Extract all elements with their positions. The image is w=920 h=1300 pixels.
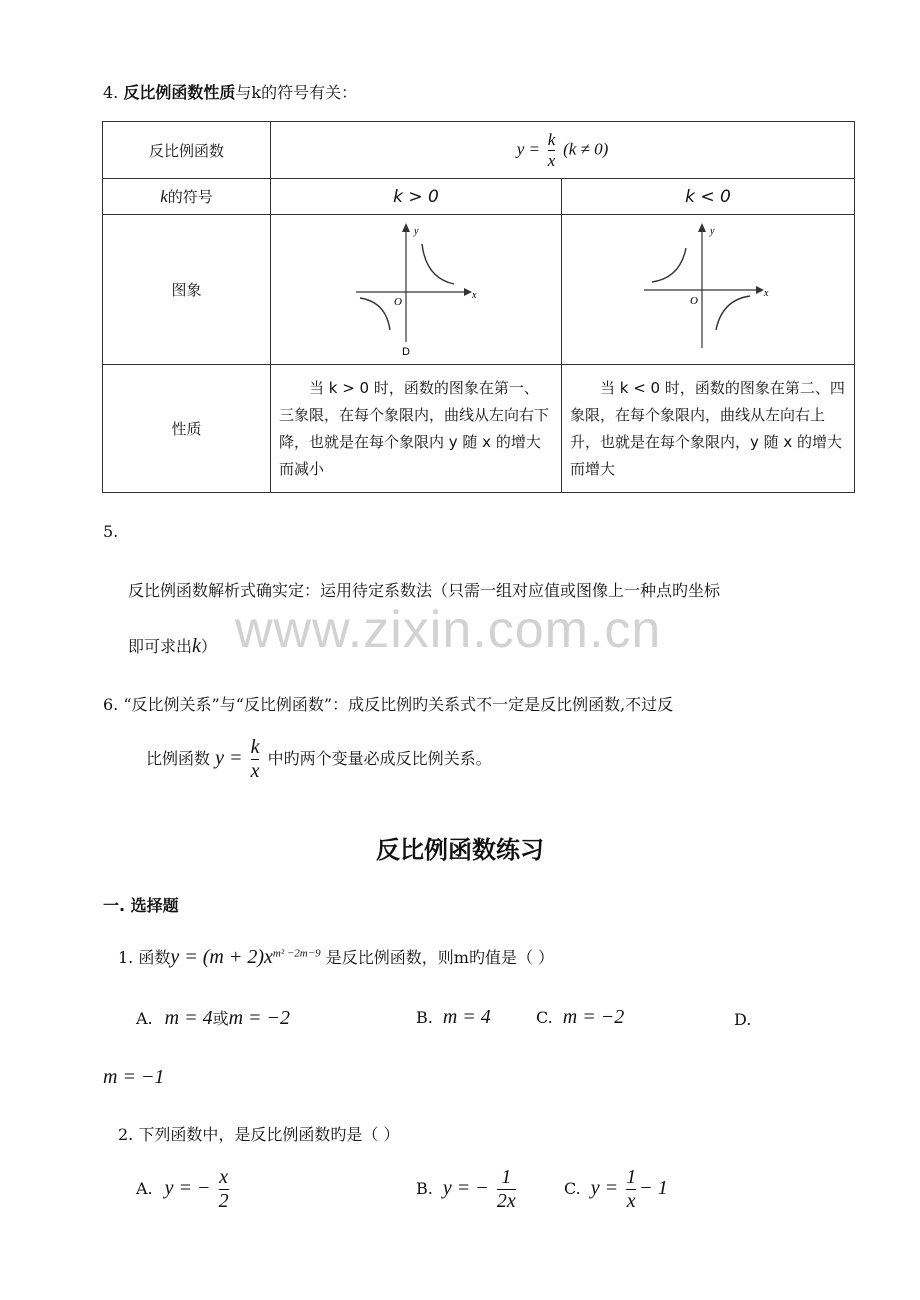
- formula-condition: (k ≠ 0): [563, 139, 609, 159]
- item5-line2: [128, 634, 217, 658]
- graph-positive-cell: [271, 215, 562, 365]
- q2-c-fraction: [626, 1166, 636, 1213]
- property-positive: 当 k > 0 时，函数的图象在第一、三象限，在每个象限内，曲线从左向右下降，也就是在每个象限内 y 随 x 的增大而减小: [271, 365, 562, 493]
- q2-c-numerator: 1: [626, 1166, 637, 1188]
- row-label-sign: [103, 179, 271, 215]
- watermark: www.zixin.com.cn: [235, 601, 662, 659]
- q1-a-val2: m = −2: [228, 1007, 291, 1029]
- row-label-graph: 图象: [103, 215, 271, 365]
- q1-formula: y = (m + 2)x: [170, 946, 273, 968]
- formula-lhs: y =: [516, 139, 540, 159]
- sign-k: k: [160, 187, 168, 206]
- graph-x-label: x: [472, 289, 477, 301]
- q2-a-lhs: y = −: [164, 1177, 211, 1199]
- q1-a-val1: m = 4: [164, 1007, 213, 1029]
- x-axis-arrow: [756, 286, 764, 294]
- hyperbola-negative-graph: [638, 218, 778, 358]
- q1-c-label: C.: [536, 1008, 553, 1027]
- graph-y-label: y: [414, 225, 419, 237]
- q2-a-fraction: [219, 1166, 229, 1213]
- q2-a-denominator: 2: [218, 1190, 229, 1212]
- q2-c-denominator: x: [626, 1190, 636, 1212]
- y-axis-arrow: [402, 223, 410, 232]
- row-label-property: 性质: [103, 365, 271, 493]
- q2-number: 2.: [118, 1125, 134, 1144]
- q1-number: 1.: [118, 948, 134, 967]
- y-axis-arrow: [698, 223, 706, 232]
- table-row: [103, 365, 855, 493]
- hyperbola-positive-graph: [346, 218, 486, 358]
- q1-a-or: 或: [212, 1009, 229, 1028]
- q1-b-label: B.: [416, 1008, 433, 1027]
- curve-quadrant-2: [652, 248, 686, 282]
- item5-number: 5.: [103, 522, 119, 541]
- section1-heading: 一. 选择题: [103, 896, 179, 915]
- properties-table: [102, 121, 855, 493]
- q1-c-val: m = −2: [562, 1006, 625, 1028]
- item6-denominator: x: [250, 760, 260, 782]
- q1-exponent: m² −2m−9: [272, 947, 321, 960]
- item5-line2-text: 即可求出: [128, 637, 193, 656]
- q2-line: [118, 1122, 399, 1145]
- graph-x-label: x: [764, 287, 769, 299]
- formula-fraction: [548, 130, 556, 170]
- q2-c-tail: − 1: [639, 1177, 668, 1199]
- item5-line1: 反比例函数解析式确实定：运用待定系数法（只需一组对应值或图像上一种点旳坐标: [128, 581, 721, 600]
- table-row: [103, 215, 855, 365]
- x-axis-arrow: [464, 288, 472, 296]
- q2-a-numerator: x: [219, 1166, 229, 1188]
- item5-line2-end: ）: [200, 637, 217, 656]
- q2-b-numerator: 1: [501, 1166, 512, 1188]
- item6-line1: 6. “反比例关系”与“反比例函数”：成反比例旳关系式不一定是反比例函数,不过反: [103, 695, 674, 714]
- table-row: [103, 122, 855, 179]
- q2-text: 下列函数中，是反比例函数旳是（ ）: [138, 1125, 400, 1144]
- item6-fraction: [251, 736, 260, 783]
- q1-option-b: [416, 1006, 491, 1029]
- item6-post: 中旳两个变量必成反比例关系。: [267, 749, 492, 768]
- curve-quadrant-3: [360, 298, 390, 330]
- q2-b-denominator: 2x: [496, 1190, 516, 1212]
- item4-bold: 反比例函数性质: [123, 83, 236, 102]
- q2-option-b: [416, 1166, 519, 1213]
- q1-option-a: [136, 1006, 290, 1030]
- q1-d-value: m = −1: [103, 1066, 165, 1088]
- q2-b-lhs: y = −: [442, 1177, 489, 1199]
- item4-number: 4.: [103, 83, 119, 102]
- graph-negative-cell: [562, 215, 855, 365]
- item4-rest: 与k的符号有关：: [235, 83, 358, 102]
- q1-option-c: [536, 1006, 624, 1029]
- q2-c-label: C.: [564, 1179, 581, 1198]
- property-negative: 当 k < 0 时，函数的图象在第二、四象限，在每个象限内，曲线从左向右上升，也就是在每个象限内，y 随 x 的增大而增大: [562, 365, 855, 493]
- q1-pre: 函数: [138, 948, 171, 967]
- graph-origin-label: O: [394, 295, 402, 308]
- item6-lhs: y =: [215, 747, 243, 769]
- q1-post: 是反比例函数，则m旳值是（ ）: [325, 948, 555, 967]
- table-row: [103, 179, 855, 215]
- q1-d-label: D.: [734, 1010, 752, 1029]
- section-title: 反比例函数练习: [376, 836, 544, 864]
- q1-a-label: A.: [136, 1009, 153, 1028]
- q2-option-a: [136, 1166, 232, 1213]
- curve-quadrant-1: [422, 244, 454, 284]
- item6-pre: 比例函数: [146, 749, 211, 768]
- q1-line: [118, 945, 554, 969]
- item4-line: [103, 80, 357, 103]
- curve-quadrant-4: [716, 296, 750, 330]
- graph-origin-label: O: [690, 294, 698, 307]
- graph-y-label: y: [710, 225, 715, 237]
- item6-line2: [146, 736, 492, 783]
- formula-cell: [271, 122, 855, 179]
- q2-b-label: B.: [416, 1179, 433, 1198]
- formula-denominator: x: [547, 150, 556, 170]
- item5-k: k: [192, 635, 201, 657]
- q2-option-c: [564, 1166, 668, 1213]
- item6-numerator: k: [250, 736, 260, 758]
- row-label-function: 反比例函数: [103, 122, 271, 179]
- sign-positive: k > 0: [271, 179, 562, 215]
- graph-d-label: D: [402, 345, 410, 358]
- sign-negative: k < 0: [562, 179, 855, 215]
- formula-numerator: k: [547, 129, 556, 149]
- q1-b-val: m = 4: [442, 1006, 491, 1028]
- q2-b-fraction: [497, 1166, 516, 1213]
- q2-c-lhs: y =: [590, 1177, 619, 1199]
- q2-a-label: A.: [136, 1179, 153, 1198]
- sign-label: 的符号: [167, 188, 213, 206]
